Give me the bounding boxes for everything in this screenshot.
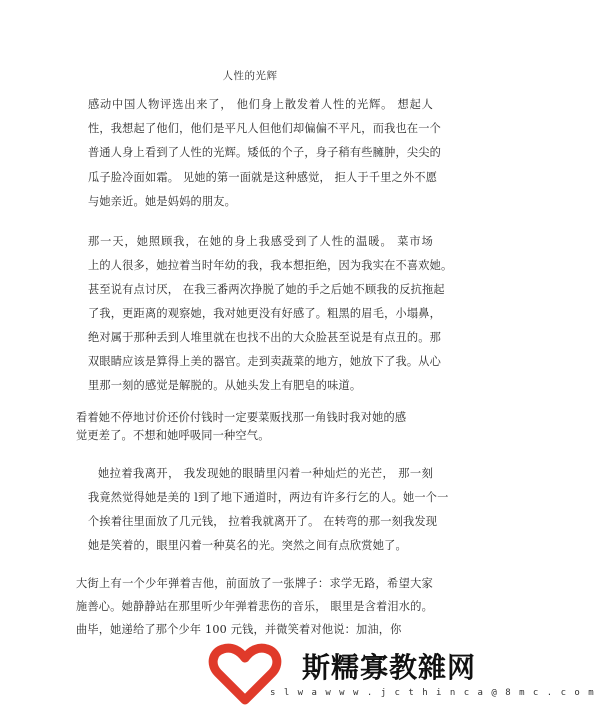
text-line: 了我，更距离的观察她，我对她更没有好感了。粗黑的眉毛，小塌鼻，	[88, 307, 442, 320]
text-line: 曲毕，她递给了那个少年 100 元钱，并微笑着对他说：加油，你	[76, 623, 402, 636]
document-title: 人性的光辉	[222, 70, 278, 82]
site-watermark	[210, 640, 595, 707]
text-line: 与她亲近。她是妈妈的朋友。	[88, 195, 237, 208]
text-line: 性，我想起了他们，他们是平凡人但他们却偏偏不平凡，而我也在一个	[88, 122, 442, 135]
text-line: 甚至说有点讨厌， 在我三番两次挣脱了她的手之后她不顾我的反抗拖起	[88, 283, 445, 296]
text-line: 我竟然觉得她是美的 l到了地下通道时，两边有许多行乞的人。她一个一	[88, 491, 449, 504]
text-line: 里那一刻的感觉是解脱的。从她头发上有肥皂的味道。	[88, 379, 362, 392]
watermark-url-text: s l w a w w w . j c t h i n c a @ 8 m c . c o m	[270, 688, 595, 698]
text-line: 她拉着我离开， 我发现她的眼睛里闪着一种灿烂的光芒， 那一刻	[98, 467, 433, 480]
text-line: 觉更差了。不想和她呼吸同一种空气。	[76, 429, 270, 442]
text-line: 上的人很多，她拉着当时年幼的我，我本想拒绝，因为我实在不喜欢她。	[88, 259, 453, 272]
text-line: 绝对属于那种丢到人堆里就在也找不出的大众脸甚至说是有点丑的。那	[88, 331, 442, 344]
text-line: 那一天，她照顾我，在她的身上我感受到了人性的温暖。 菜市场	[88, 235, 433, 248]
text-line: 看着她不停地讨价还价付钱时一定要菜贩找那一角钱时我对她的感	[76, 411, 407, 424]
text-line: 瓜子脸冷面如霜。 见她的第一面就是这种感觉， 拒人于千里之外不愿	[88, 171, 438, 184]
text-line: 施善心。她静静站在那里听少年弹着悲伤的音乐， 眼里是含着泪水的。	[76, 600, 433, 613]
text-line: 普通人身上看到了人性的光辉。矮低的个子，身子稍有些臃肿，尖尖的	[88, 146, 442, 159]
watermark-brand-text: 斯糯寡教雜网	[302, 651, 477, 684]
text-line: 大街上有一个少年弹着吉他，前面放了一张牌子：求学无路，希望大家	[76, 577, 433, 590]
text-line: 感动中国人物评选出来了， 他们身上散发着人性的光辉。 想起人	[88, 98, 433, 111]
text-line: 她是笑着的，眼里闪着一种莫名的光。突然之间有点欣赏她了。	[88, 539, 407, 552]
text-line: 个挨着往里面放了几元钱， 拉着我就离开了。 在转弯的那一刻我发现	[88, 515, 438, 528]
text-line: 双眼睛应该是算得上美的器官。走到卖蔬菜的地方，她放下了我。从心	[88, 355, 442, 368]
